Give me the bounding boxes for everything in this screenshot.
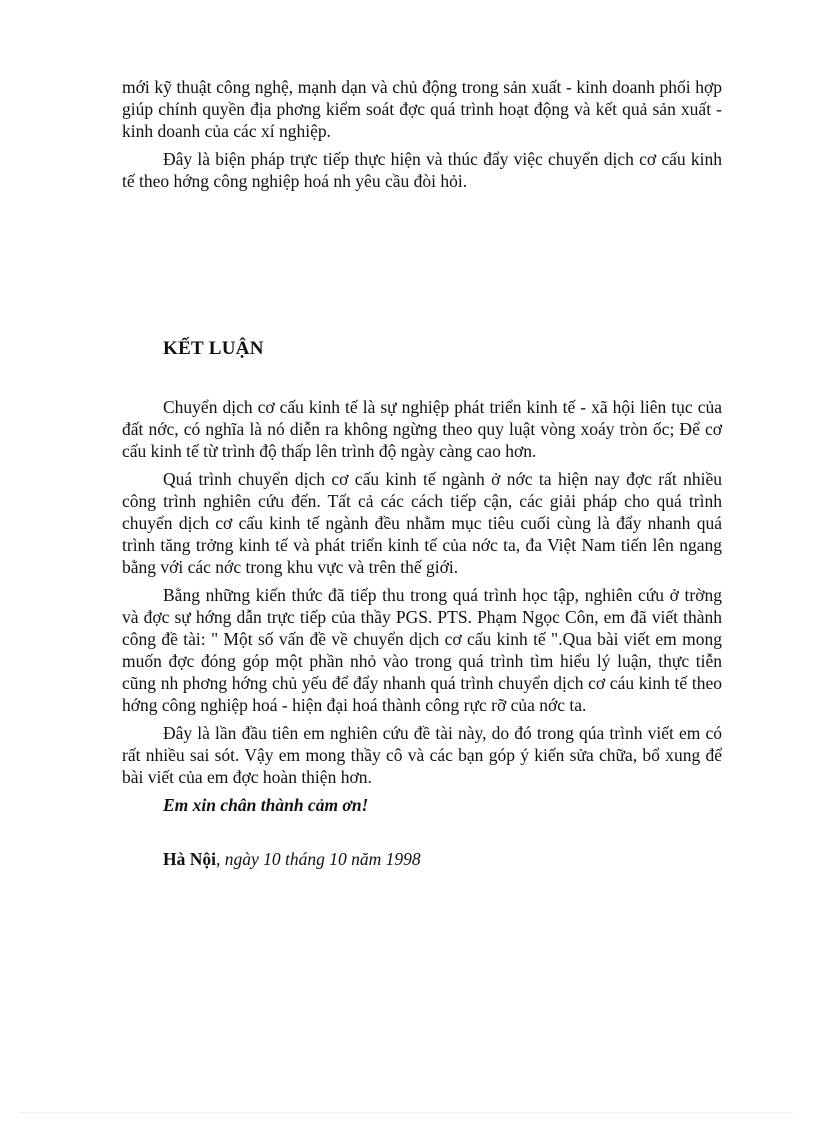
- page-bottom-divider: [20, 1112, 796, 1113]
- dateline-place: Hà Nội: [163, 849, 216, 869]
- section-heading: KẾT LUẬN: [163, 338, 264, 359]
- paragraph-continuation: mới kỹ thuật công nghệ, mạnh dạn và chủ động trong sản xuất - kinh doanh phối hợp giúp chính quyền địa phơng kiểm soát đợc quá trình hoạt động và kết quả sản xuất - kinh doanh của các xí nghiệp.: [122, 77, 722, 141]
- conclusion-section: [122, 396, 722, 794]
- paragraph: Đây là biện pháp trực tiếp thực hiện và thúc đẩy việc chuyển dịch cơ cấu kinh tế theo hớng công nghiệp hoá nh yêu cầu đòi hỏi.: [122, 149, 722, 191]
- dateline-date: , ngày 10 tháng 10 năm 1998: [216, 849, 421, 869]
- paragraph: Quá trình chuyển dịch cơ cấu kinh tế ngành ở nớc ta hiện nay đợc rất nhiều công trình nghiên cứu đến. Tất cả các cách tiếp cận, các giải pháp cho quá trình chuyển dịch cơ cấu kinh tế ngành đều nhằm mục tiêu cuối cùng là đẩy nhanh quá trình tăng trởng kinh tế và phát triển kinh tế của nớc ta, đa Việt Nam tiến lên ngang bằng với các nớc trong khu vực và trên thế giới.: [122, 469, 722, 577]
- dateline: [163, 849, 421, 870]
- paragraph: Bằng những kiến thức đã tiếp thu trong quá trình học tập, nghiên cứu ở trờng và đợc sự hớng dẫn trực tiếp của thầy PGS. PTS. Phạm Ngọc Côn, em đã viết thành công đề tài: " Một số vấn đề về chuyển dịch cơ cấu kinh tế ".Qua bài viết em mong muốn đợc đóng góp một phần nhỏ vào trong quá trình tìm hiểu lý luận, thực tiễn cũng nh phơng hớng chủ yếu để đẩy nhanh quá trình chuyển dịch cơ cáu kinh tế theo hớng công nghiệp hoá - hiện đại hoá thành công rực rỡ của nớc ta.: [122, 585, 722, 715]
- paragraph: Chuyển dịch cơ cấu kinh tế là sự nghiệp phát triển kinh tế - xã hội liên tục của đất nớc, có nghĩa là nó diễn ra không ngừng theo quy luật vòng xoáy tròn ốc; Để cơ cấu kinh tế từ trình độ thấp lên trình độ ngày càng cao hơn.: [122, 397, 722, 461]
- top-section: [122, 76, 722, 198]
- paragraph: Đây là lần đầu tiên em nghiên cứu đề tài này, do đó trong qúa trình viết em có rất nhiều sai sót. Vậy em mong thầy cô và các bạn góp ý kiến sửa chữa, bổ xung để bài viết của em đợc hoàn thiện hơn.: [122, 723, 722, 787]
- closing-thanks: Em xin chân thành cảm ơn!: [163, 795, 369, 815]
